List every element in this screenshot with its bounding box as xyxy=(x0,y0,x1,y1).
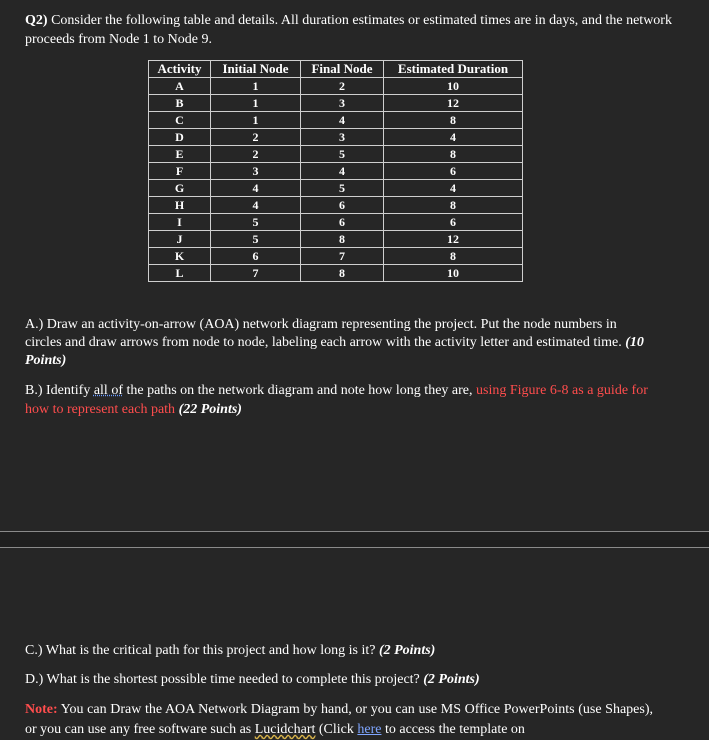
table-row xyxy=(149,95,523,112)
cell-initial-node: 2 xyxy=(211,146,301,163)
cell-activity: F xyxy=(149,163,211,180)
header-final-node: Final Node xyxy=(301,61,384,78)
cell-initial-node: 4 xyxy=(211,180,301,197)
question-label: Q2) xyxy=(25,13,48,28)
cell-final-node: 3 xyxy=(301,129,384,146)
part-d-text: D.) What is the shortest possible time needed to complete this project? xyxy=(25,672,420,687)
cell-activity: L xyxy=(149,265,211,282)
cell-duration: 4 xyxy=(384,180,523,197)
cell-activity: C xyxy=(149,112,211,129)
part-d-points: (2 Points) xyxy=(423,672,480,687)
table-body xyxy=(149,78,523,282)
cell-duration: 4 xyxy=(384,129,523,146)
cell-initial-node: 5 xyxy=(211,214,301,231)
cell-final-node: 7 xyxy=(301,248,384,265)
question-text: Consider the following table and details. All duration estimates or estimated times are in days, and the network proceeds from Node 1 to Node 9. xyxy=(25,13,672,47)
part-a-text: A.) Draw an activity-on-arrow (AOA) network diagram representing the project. Put the node numbers in circles and draw arrows from node to node, labeling each arrow with the activity letter and estimated time. xyxy=(25,317,622,350)
cell-final-node: 2 xyxy=(301,78,384,95)
cell-activity: K xyxy=(149,248,211,265)
table-row xyxy=(149,214,523,231)
cell-activity: I xyxy=(149,214,211,231)
part-b-underlined: all of xyxy=(93,383,123,398)
table-row xyxy=(149,180,523,197)
cell-activity: B xyxy=(149,95,211,112)
cell-initial-node: 4 xyxy=(211,197,301,214)
note xyxy=(25,700,653,740)
cell-initial-node: 6 xyxy=(211,248,301,265)
part-b-middle: the paths on the network diagram and note how long they are, xyxy=(126,383,473,398)
cell-activity: D xyxy=(149,129,211,146)
cell-initial-node: 3 xyxy=(211,163,301,180)
part-b-points: (22 Points) xyxy=(178,402,242,417)
table-row xyxy=(149,197,523,214)
cell-duration: 8 xyxy=(384,112,523,129)
cell-duration: 6 xyxy=(384,163,523,180)
cell-activity: J xyxy=(149,231,211,248)
cell-activity: A xyxy=(149,78,211,95)
cell-activity: G xyxy=(149,180,211,197)
cell-final-node: 8 xyxy=(301,231,384,248)
table-row xyxy=(149,78,523,95)
cell-activity: H xyxy=(149,197,211,214)
cell-duration: 12 xyxy=(384,95,523,112)
cell-activity: E xyxy=(149,146,211,163)
part-c-points: (2 Points) xyxy=(378,643,436,658)
part-c-text: C.) What is the critical path for this project and how long is it? xyxy=(25,643,376,658)
part-c xyxy=(25,643,435,659)
table-row xyxy=(149,146,523,163)
table-row xyxy=(149,248,523,265)
table-row xyxy=(149,112,523,129)
cell-final-node: 6 xyxy=(301,197,384,214)
header-estimated-duration: Estimated Duration xyxy=(384,61,523,78)
cell-final-node: 6 xyxy=(301,214,384,231)
part-b-prefix: B.) Identify xyxy=(25,383,91,398)
template-link[interactable]: here xyxy=(357,722,382,737)
cell-final-node: 5 xyxy=(301,146,384,163)
cell-duration: 8 xyxy=(384,248,523,265)
part-d xyxy=(25,672,480,688)
part-a-points: (10 Points) xyxy=(25,335,644,368)
cell-final-node: 4 xyxy=(301,163,384,180)
table-row xyxy=(149,231,523,248)
header-activity: Activity xyxy=(149,61,211,78)
cell-initial-node: 2 xyxy=(211,129,301,146)
header-initial-node: Initial Node xyxy=(211,61,301,78)
cell-duration: 8 xyxy=(384,197,523,214)
cell-duration: 10 xyxy=(384,265,523,282)
note-label: Note: xyxy=(25,702,58,717)
part-b xyxy=(25,381,665,419)
cell-final-node: 3 xyxy=(301,95,384,112)
activity-table xyxy=(148,60,523,282)
table-row xyxy=(149,163,523,180)
cell-initial-node: 1 xyxy=(211,78,301,95)
cell-initial-node: 5 xyxy=(211,231,301,248)
cell-initial-node: 1 xyxy=(211,95,301,112)
table-row xyxy=(149,129,523,146)
cell-duration: 12 xyxy=(384,231,523,248)
cell-duration: 6 xyxy=(384,214,523,231)
cell-duration: 8 xyxy=(384,146,523,163)
table-row xyxy=(149,265,523,282)
table-header-row xyxy=(149,61,523,78)
part-a xyxy=(25,316,655,370)
cell-initial-node: 7 xyxy=(211,265,301,282)
cell-duration: 10 xyxy=(384,78,523,95)
note-text-1: You can Draw the AOA Network Diagram by hand, or you can use MS Office PowerPoints (use Shapes), or you can use any free software such as xyxy=(25,702,653,737)
note-text-3: to access the template on xyxy=(384,722,525,737)
note-software: Lucidchart xyxy=(254,722,316,737)
note-text-2: (Click xyxy=(318,722,354,737)
section-divider xyxy=(0,531,709,548)
part-b-red-text: using Figure 6-8 as a guide for how to represent each path xyxy=(25,383,648,417)
cell-final-node: 4 xyxy=(301,112,384,129)
cell-final-node: 8 xyxy=(301,265,384,282)
question-intro xyxy=(25,11,675,49)
cell-final-node: 5 xyxy=(301,180,384,197)
cell-initial-node: 1 xyxy=(211,112,301,129)
